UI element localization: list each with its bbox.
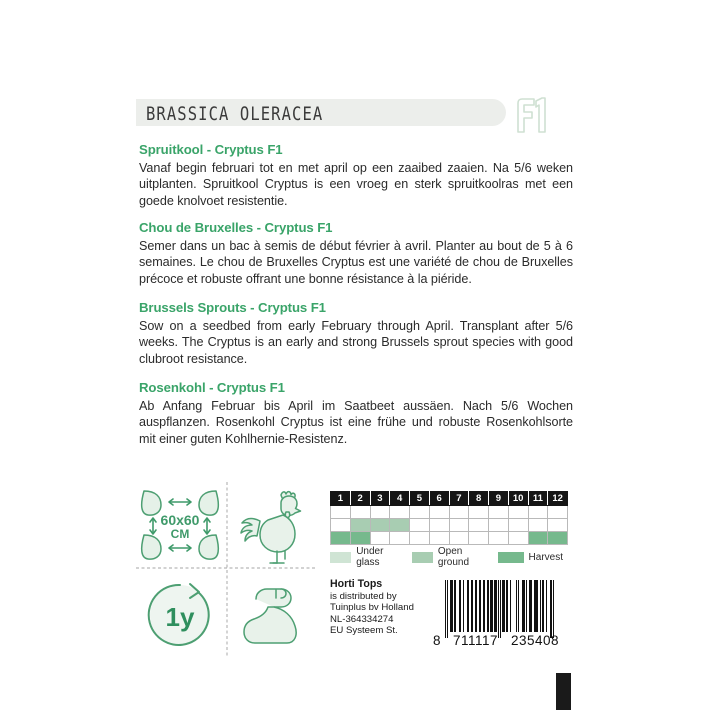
barcode-digit-group-2: 711117 xyxy=(453,633,499,648)
distributor-line-1: is distributed by xyxy=(330,591,397,602)
calendar-row xyxy=(331,532,568,545)
calendar-month-header: 1 xyxy=(331,492,351,506)
distributor-line-4: EU Systeem St. xyxy=(330,625,398,637)
calendar-cell xyxy=(390,519,410,532)
calendar-cell xyxy=(370,532,390,545)
language-title-de: Rosenkohl - Cryptus F1 xyxy=(139,380,285,395)
calendar-cell xyxy=(469,519,489,532)
calendar-month-header: 10 xyxy=(508,492,528,506)
calendar-cell xyxy=(331,532,351,545)
print-registration-mark xyxy=(556,673,571,710)
language-title-fr: Chou de Bruxelles - Cryptus F1 xyxy=(139,220,333,235)
barcode-bar xyxy=(553,580,554,638)
distributor-brand: Horti Tops xyxy=(330,578,383,590)
one-year-cycle-value: 1y xyxy=(165,602,195,632)
plant-spacing-icon xyxy=(136,482,224,568)
species-banner-title: BRASSICA OLERACEA xyxy=(146,103,324,125)
calendar-cell xyxy=(489,519,509,532)
legend-item xyxy=(498,552,563,563)
calendar-cell xyxy=(469,506,489,519)
distributor-info xyxy=(330,578,414,637)
calendar-month-header: 6 xyxy=(429,492,449,506)
calendar-cell xyxy=(449,519,469,532)
pictogram-divider-vertical xyxy=(226,482,228,658)
legend-label: Open ground xyxy=(437,546,470,568)
calendar-cell xyxy=(350,506,370,519)
barcode xyxy=(433,580,573,648)
calendar-month-header: 4 xyxy=(390,492,410,506)
language-body-en: Sow on a seedbed from early February through April. Transplant after 5/6 weeks. The Cryptus is an early and strong Brussels sprout species with good clubroot resistance. xyxy=(139,319,573,366)
calendar-cell xyxy=(508,532,528,545)
calendar-month-header: 5 xyxy=(410,492,430,506)
calendar-cell xyxy=(528,532,548,545)
f1-hybrid-badge-icon xyxy=(512,96,554,134)
language-body-nl: Vanaf begin februari tot en met april op een zaaibed zaaien. Na 5/6 weken uitplanten. Spruitkool Cryptus is een vroeg en sterk spruitkoolras met een goede knolvoet resistentie. xyxy=(139,161,573,208)
calendar-legend xyxy=(330,546,575,568)
barcode-bars xyxy=(445,580,554,632)
language-block-de xyxy=(139,380,573,447)
calendar-month-header: 11 xyxy=(528,492,548,506)
language-body-fr: Semer dans un bac à semis de début février à avril. Planter au bout de 5 à 6 semaines. Le chou de Bruxelles Cryptus est une variété de chou de Bruxelles précoce et robuste offrant une bonne résistance à la piéride. xyxy=(139,239,573,286)
calendar-cell xyxy=(370,519,390,532)
calendar-cell xyxy=(489,506,509,519)
plant-spacing-unit: CM xyxy=(170,527,190,541)
language-body-de: Ab Anfang Februar bis April im Saatbeet aussäen. Nach 5/6 Wochen auspflanzen. Rosenkohl Cryptus ist eine frühe und robuste Rosenkohlsorte mit einer guten Kohlhernie-Resistenz. xyxy=(139,399,573,446)
calendar-cell xyxy=(469,532,489,545)
language-block-fr xyxy=(139,220,573,287)
calendar-cell xyxy=(390,506,410,519)
calendar-cell xyxy=(429,532,449,545)
language-block-en xyxy=(139,300,573,367)
sowing-calendar xyxy=(330,491,568,545)
calendar-row xyxy=(331,506,568,519)
calendar-cell xyxy=(449,532,469,545)
distributor-line-2: Tuinplus bv Holland xyxy=(330,602,414,614)
calendar-month-header: 3 xyxy=(370,492,390,506)
calendar-cell xyxy=(489,532,509,545)
legend-item xyxy=(412,546,486,568)
calendar-month-header: 2 xyxy=(350,492,370,506)
legend-label: Harvest xyxy=(528,551,563,563)
language-title-nl: Spruitkool - Cryptus F1 xyxy=(139,142,283,157)
calendar-cell xyxy=(508,519,528,532)
calendar-cell xyxy=(508,506,528,519)
legend-swatch xyxy=(412,552,433,563)
calendar-month-header: 7 xyxy=(449,492,469,506)
calendar-cell xyxy=(429,519,449,532)
language-title-en: Brussels Sprouts - Cryptus F1 xyxy=(139,300,326,315)
calendar-body xyxy=(331,506,568,545)
calendar-cell xyxy=(350,532,370,545)
pictogram-panel xyxy=(136,482,316,658)
calendar-cell xyxy=(370,506,390,519)
calendar-cell xyxy=(410,519,430,532)
calendar-cell xyxy=(429,506,449,519)
sowing-calendar-table xyxy=(330,491,568,545)
calendar-cell xyxy=(331,506,351,519)
calendar-month-header: 12 xyxy=(548,492,568,506)
calendar-cell xyxy=(548,532,568,545)
calendar-cell xyxy=(331,519,351,532)
calendar-cell xyxy=(390,532,410,545)
barcode-digit-group-1: 8 xyxy=(433,633,442,648)
one-year-cycle-icon xyxy=(136,572,224,658)
calendar-cell xyxy=(548,506,568,519)
plant-spacing-value: 60x60 xyxy=(160,512,200,528)
calendar-cell xyxy=(410,506,430,519)
calendar-cell xyxy=(528,506,548,519)
legend-swatch xyxy=(498,552,524,563)
barcode-digit-group-3: 235408 xyxy=(511,633,560,648)
calendar-header-row xyxy=(331,492,568,506)
rooster-icon xyxy=(229,482,317,568)
calendar-month-header: 9 xyxy=(489,492,509,506)
calendar-cell xyxy=(528,519,548,532)
language-block-nl xyxy=(139,142,573,209)
legend-label: Under glass xyxy=(356,546,384,568)
calendar-month-header: 8 xyxy=(469,492,489,506)
distributor-line-3: NL-364334274 xyxy=(330,613,394,625)
legend-item xyxy=(330,546,400,568)
strong-arm-icon xyxy=(229,572,317,658)
calendar-cell xyxy=(548,519,568,532)
calendar-cell xyxy=(350,519,370,532)
calendar-row xyxy=(331,519,568,532)
calendar-cell xyxy=(449,506,469,519)
calendar-cell xyxy=(410,532,430,545)
legend-swatch xyxy=(330,552,351,563)
